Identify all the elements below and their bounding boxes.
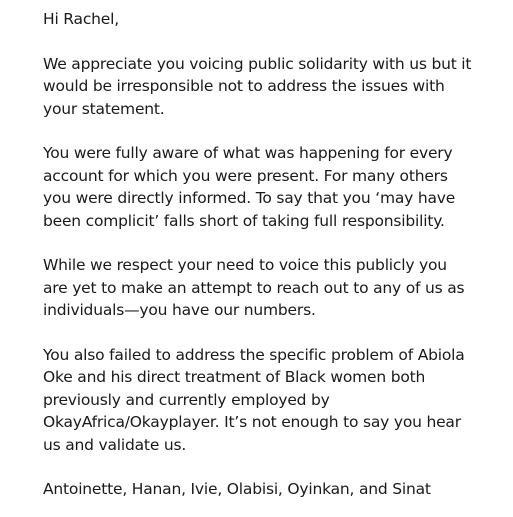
paragraph-line: account for which you were present. For many others [43, 166, 448, 185]
paragraph-line: us and validate us. [43, 435, 187, 454]
paragraph-line: We appreciate you voicing public solidarity with us but it [43, 54, 472, 73]
paragraph-line: you were directly informed. To say that you ‘may have [43, 189, 456, 207]
letter-body [43, 8, 503, 501]
paragraph-line: You were fully aware of what was happening for every [43, 144, 453, 162]
letter-greeting: Hi Rachel, [43, 10, 119, 28]
paragraph-line: While we respect your need to voice this publicly you [43, 256, 447, 274]
paragraph-line: your statement. [43, 99, 165, 118]
paragraph-line: are yet to make an attempt to reach out to any of us as [43, 278, 465, 297]
paragraph-line: You also failed to address the specific problem of Abiola [43, 345, 465, 364]
paragraph-awareness [43, 142, 503, 232]
paragraph-line: individuals—you have our numbers. [43, 301, 316, 319]
paragraph-line: Oke and his direct treatment of Black women both [43, 368, 426, 386]
paragraph-line: previously and currently employed by [43, 390, 330, 409]
paragraph-abiola-oke [43, 344, 503, 457]
paragraph-line: been complicit’ falls short of taking full responsibility. [43, 211, 445, 230]
paragraph-line: OkayAfrica/Okayplayer. It’s not enough to say you hear [43, 413, 461, 431]
paragraph-outreach [43, 254, 503, 322]
paragraph-solidarity [43, 53, 503, 121]
letter-signoff: Antoinette, Hanan, Ivie, Olabisi, Oyinkan, and Sinat [43, 480, 431, 498]
paragraph-line: would be irresponsible not to address the issues with [43, 77, 445, 95]
